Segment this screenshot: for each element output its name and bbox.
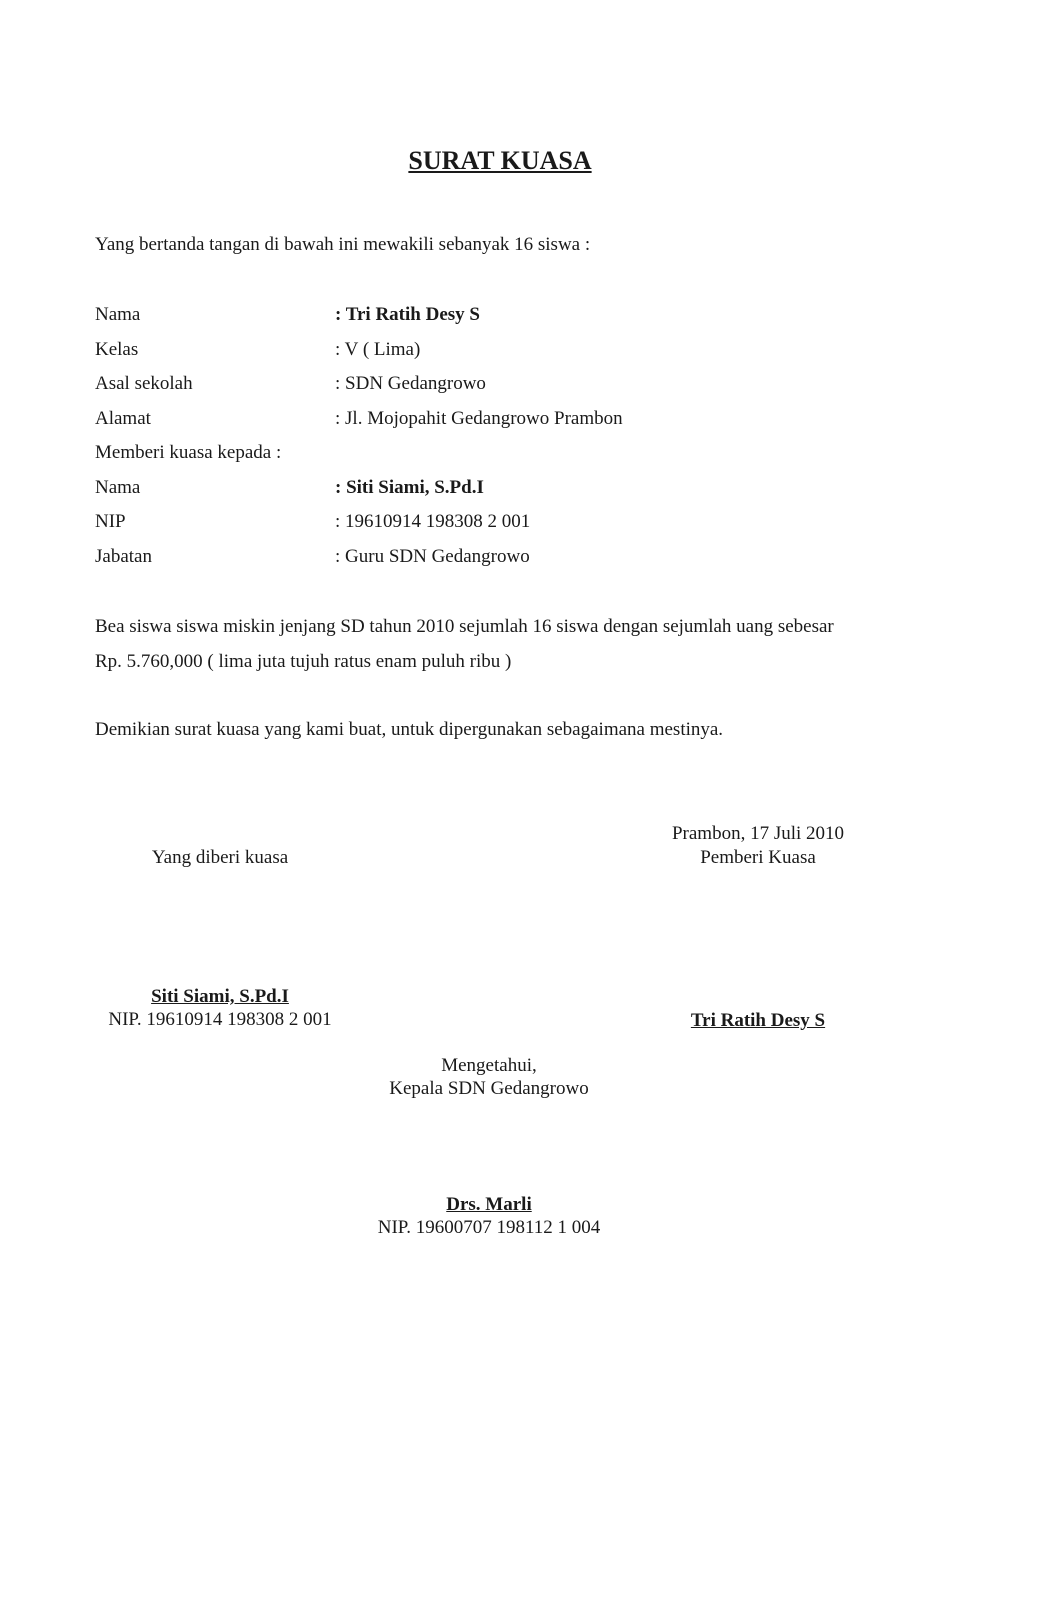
closing-text: Demikian surat kuasa yang kami buat, untuk dipergunakan sebagaimana mestinya. xyxy=(95,719,724,740)
grantor-address-value: : Jl. Mojopahit Gedangrowo Prambon xyxy=(335,408,623,429)
grant-to-text: Memberi kuasa kepada : xyxy=(95,442,282,463)
grantee-nip-label: NIP xyxy=(95,511,126,532)
right-sign-name: Tri Ratih Desy S xyxy=(690,1010,826,1031)
intro-text: Yang bertanda tangan di bawah ini mewakili sebanyak 16 siswa : xyxy=(95,234,591,255)
left-sign-nip: NIP. 19610914 198308 2 001 xyxy=(108,1009,332,1030)
grantor-school-label: Asal sekolah xyxy=(95,373,193,394)
place-date: Prambon, 17 Juli 2010 xyxy=(671,823,845,844)
acknowledged-nip: NIP. 19600707 198112 1 004 xyxy=(377,1217,601,1238)
acknowledged-label: Mengetahui, xyxy=(441,1055,537,1076)
grantor-name-label: Nama xyxy=(95,304,141,325)
left-sign-name: Siti Siami, S.Pd.I xyxy=(151,986,289,1007)
grantor-name-value: : Tri Ratih Desy S xyxy=(335,304,480,325)
acknowledged-name: Drs. Marli xyxy=(446,1194,532,1215)
right-sign-role: Pemberi Kuasa xyxy=(700,847,816,868)
grantee-position-label: Jabatan xyxy=(95,546,152,567)
grantee-name-value: : Siti Siami, S.Pd.I xyxy=(335,477,484,498)
grantee-position-value: : Guru SDN Gedangrowo xyxy=(335,546,530,567)
left-sign-role: Yang diberi kuasa xyxy=(151,847,289,868)
grantor-address-label: Alamat xyxy=(95,408,151,429)
grantee-nip-value: : 19610914 198308 2 001 xyxy=(335,511,531,532)
purpose-line-1: Bea siswa siswa miskin jenjang SD tahun 2010 sejumlah 16 siswa dengan sejumlah uang sebesar xyxy=(95,616,834,637)
grantee-name-label: Nama xyxy=(95,477,141,498)
document-title: SURAT KUASA xyxy=(408,146,592,175)
purpose-line-2: Rp. 5.760,000 ( lima juta tujuh ratus enam puluh ribu ) xyxy=(95,651,512,672)
grantor-class-label: Kelas xyxy=(95,339,139,360)
acknowledged-role: Kepala SDN Gedangrowo xyxy=(389,1078,589,1099)
grantor-school-value: : SDN Gedangrowo xyxy=(335,373,486,394)
grantor-class-value: : V ( Lima) xyxy=(335,339,421,360)
